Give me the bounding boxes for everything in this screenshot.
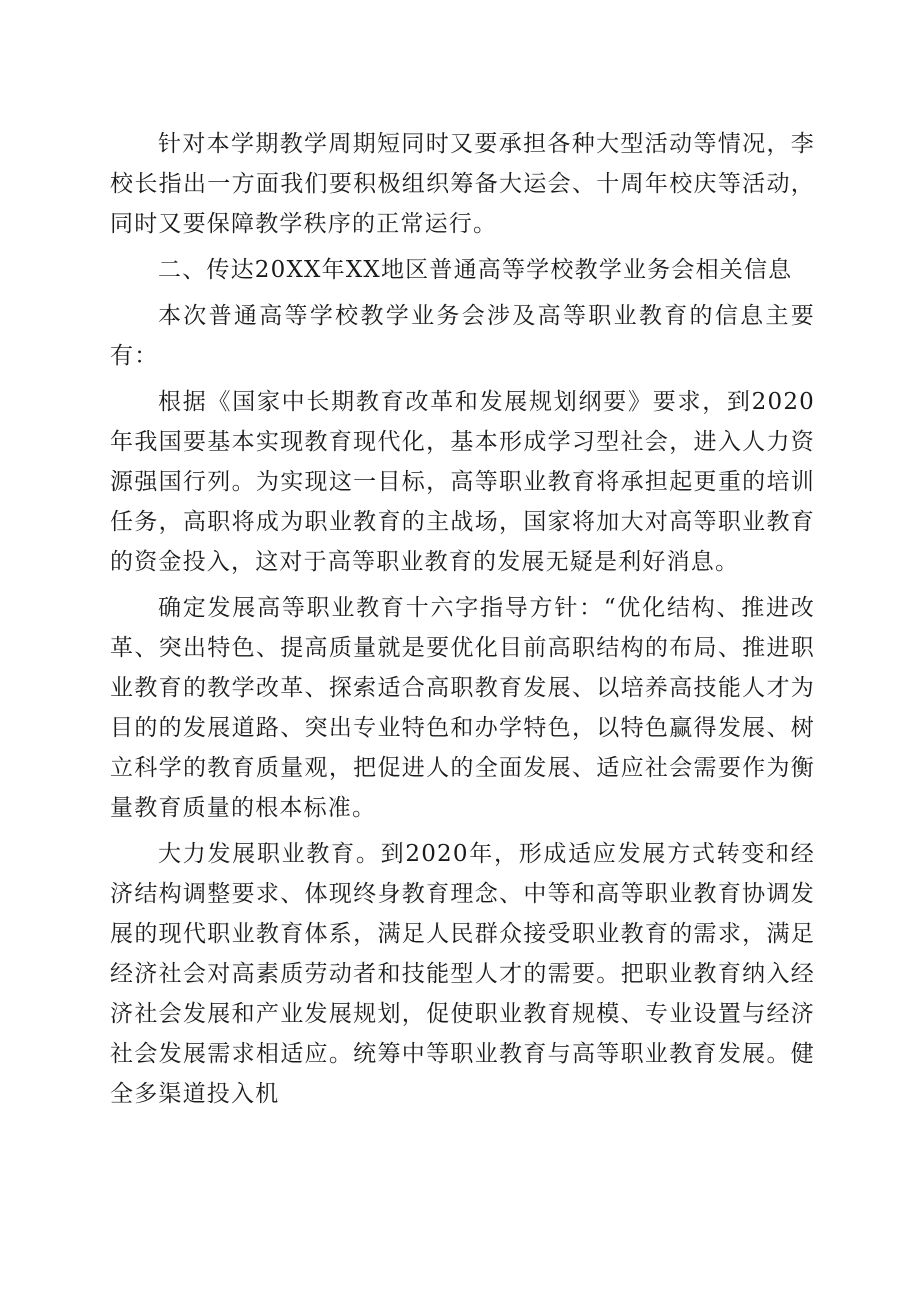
paragraph-schedule-remarks: 针对本学期教学周期短同时又要承担各种大型活动等情况，李校长指出一方面我们要积极组织筹备大运会、十周年校庆等活动，同时又要保障教学秩序的正常运行。 — [110, 131, 815, 237]
paragraph-guiding-policy: 确定发展高等职业教育十六字指导方针：“优化结构、推进改革、突出特色、提高质量就是要优化目前高职结构的布局、推进职业教育的教学改革、探索适合高职教育发展、以培养高技能人才为目的的发展道路、突出专业特色和办学特色，以特色赢得发展、树立科学的教育质量观，把促进人的全面发展、适应社会需要作为衡量教育质量的根本标准。 — [110, 595, 815, 821]
paragraph-meeting-intro: 本次普通高等学校教学业务会涉及高等职业教育的信息主要有： — [110, 303, 815, 369]
paragraph-planning-outline: 根据《国家中长期教育改革和发展规划纲要》要求，到2020年我国要基本实现教育现代化，基本形成学习型社会，进入人力资源强国行列。为实现这一目标，高等职业教育将承担起更重的培训任务，高职将成为职业教育的主战场，国家将加大对高等职业教育的资金投入，这对于高等职业教育的发展无疑是利好消息。 — [110, 389, 815, 575]
document-body — [110, 124, 815, 1120]
paragraph-vocational-development: 大力发展职业教育。到2020年，形成适应发展方式转变和经济结构调整要求、体现终身教育理念、中等和高等职业教育协调发展的现代职业教育体系，满足人民群众接受职业教育的需求，满足经济社会对高素质劳动者和技能型人才的需要。把职业教育纳入经济社会发展和产业发展规划，促使职业教育规模、专业设置与经济社会发展需求相适应。统筹中等职业教育与高等职业教育发展。健全多渠道投入机 — [110, 841, 815, 1107]
section-heading-meeting-info: 二、传达20XX年XX地区普通高等学校教学业务会相关信息 — [158, 257, 793, 283]
